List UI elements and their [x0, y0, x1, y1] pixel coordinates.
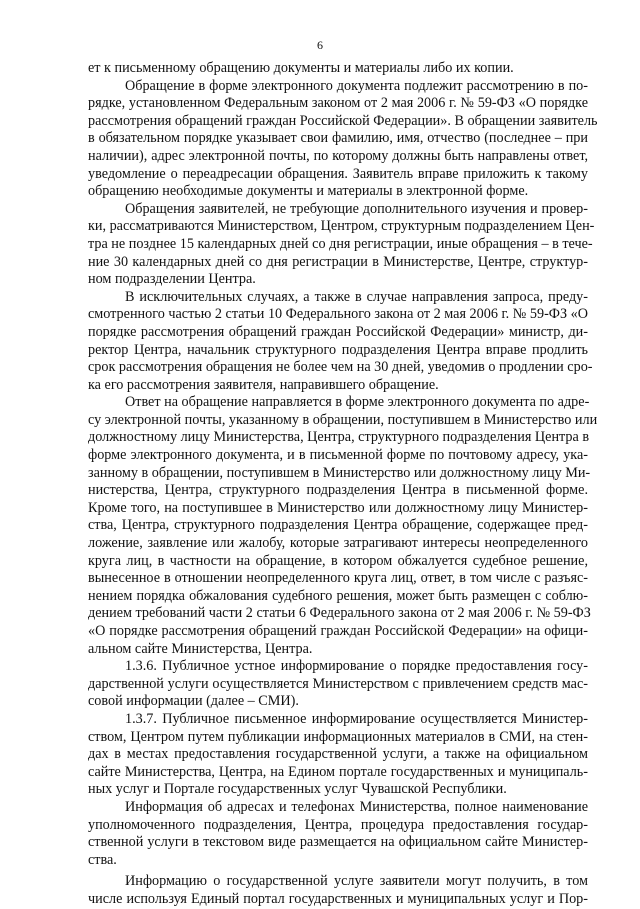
text-line: наличии), адрес электронной почты, по которому должны быть направлены ответ,	[88, 147, 588, 164]
document-body	[88, 60, 598, 909]
text-line: числе используя Единый портал государственных и муниципальных услуг и Пор-	[88, 890, 588, 907]
text-line: форме электронного документа, и в письменной форме по почтовому адресу, ука-	[88, 447, 588, 464]
text-line: круга лиц, в частности на обращение, в котором обжалуется судебное решение,	[88, 552, 588, 569]
text-line: Обращение в форме электронного документа подлежит рассмотрению в по-	[125, 77, 588, 94]
text-line: срок рассмотрения обращения не более чем на 30 дней, уведомив о продлении сро-	[88, 359, 593, 376]
text-line: в обязательном порядке указывает свои фамилию, имя, отчество (последнее – при	[88, 130, 588, 147]
paragraph	[88, 200, 595, 289]
text-line: ственной услуги в текстовом виде размещается на официальном сайте Министер-	[88, 834, 588, 851]
paragraph	[88, 799, 588, 869]
text-line: дением требований части 2 статьи 6 Федерального закона от 2 мая 2006 г. № 59-ФЗ	[88, 605, 591, 622]
paragraph	[88, 394, 598, 658]
text-line: уведомление о переадресации обращения. Заявитель вправе приложить к такому	[88, 165, 588, 182]
text-line: Обращения заявителей, не требующие дополнительного изучения и провер-	[125, 200, 588, 217]
text-line: ки, рассматриваются Министерством, Центром, структурным подразделением Цен-	[88, 218, 595, 235]
text-line: нистерства, Центра, структурного подразделения Центра в письменной форме.	[88, 482, 588, 499]
text-line: су электронной почты, указанному в обращении, поступившем в Министерство или	[88, 411, 598, 428]
text-line: рассмотрения обращений граждан Российской Федерации». В обращении заявитель	[88, 112, 598, 129]
text-line: ства.	[88, 851, 117, 868]
text-line: совой информации (далее – СМИ).	[88, 693, 299, 710]
text-line: ка его рассмотрения заявителя, направившего обращение.	[88, 376, 439, 393]
text-line: ных услуг и Портале государственных услуг Чувашской Республики.	[88, 781, 507, 798]
text-line: дах в местах предоставления государственной услуги, а также на официальном	[88, 746, 588, 763]
text-line: занному в обращении, поступившем в Министерство или должностному лицу Ми-	[88, 464, 591, 481]
text-line: Кроме того, на поступившее в Министерство или должностному лицу Министер-	[88, 499, 588, 516]
text-line: рядке, установленном Федеральным законом от 2 мая 2006 г. № 59-ФЗ «О порядке	[88, 95, 588, 112]
text-line: сайте Министерства, Центра, на Едином портале государственных и муниципаль-	[88, 763, 588, 780]
text-line: ет к письменному обращению документы и материалы либо их копии.	[88, 60, 514, 76]
text-line: смотренного частью 2 статьи 10 Федерального закона от 2 мая 2006 г. № 59-ФЗ «О	[88, 306, 588, 323]
paragraph	[88, 288, 593, 395]
paragraph	[88, 873, 588, 908]
text-line: порядке рассмотрения обращений граждан Российской Федерации» министр, ди-	[88, 323, 588, 340]
text-line: ства, Центра, структурного подразделения Центра обращение, содержащее пред-	[88, 517, 588, 534]
paragraph	[88, 60, 588, 78]
paragraph	[88, 658, 588, 711]
text-line: ством, Центром путем публикации информационных материалов в СМИ, на стен-	[88, 728, 588, 745]
paragraph	[88, 77, 598, 201]
text-line: «О порядке рассмотрения обращений граждан Российской Федерации» на офици-	[88, 623, 588, 639]
text-line: 1.3.6. Публичное устное информирование о порядке предоставления госу-	[125, 658, 588, 675]
text-line: ном подразделении Центра.	[88, 271, 256, 288]
text-line: нением порядка обжалования судебного решения, может быть размещен с соблю-	[88, 587, 588, 604]
text-line: дарственной услуги осуществляется Министерством с привлечением средств мас-	[88, 675, 588, 692]
page-number: 6	[317, 38, 323, 52]
text-line: альном сайте Министерства, Центра.	[88, 640, 313, 657]
paragraph	[88, 711, 588, 799]
text-line: должностному лицу Министерства, Центра, структурного подразделения Центра в	[88, 429, 590, 446]
text-line: тра не позднее 15 календарных дней со дня регистрации, иные обращения – в тече-	[88, 235, 593, 252]
text-line: 1.3.7. Публичное письменное информирование осуществляется Министер-	[125, 710, 588, 727]
text-line: обращению необходимые документы и материалы в электронной форме.	[88, 183, 529, 200]
text-line: ложение, заявление или жалобу, которые затрагивают интересы неопределенного	[88, 535, 588, 552]
text-line: Информацию о государственной услуге заявители могут получить, в том	[125, 873, 588, 890]
text-line: В исключительных случаях, а также в случае направления запроса, преду-	[125, 288, 588, 305]
text-line: уполномоченного подразделения, Центра, процедура предоставления государ-	[88, 816, 588, 833]
text-line: ректор Центра, начальник структурного подразделения Центра вправе продлить	[88, 341, 588, 358]
text-line: вынесенное в отношении неопределенного круга лиц, ответ, в том числе с разъяс-	[88, 570, 588, 587]
text-line: ние 30 календарных дней со дня регистрации в Министерстве, Центре, структур-	[88, 253, 588, 270]
text-line: Ответ на обращение направляется в форме электронного документа по адре-	[125, 394, 590, 411]
text-line: Информация об адресах и телефонах Министерства, полное наименование	[125, 798, 588, 815]
